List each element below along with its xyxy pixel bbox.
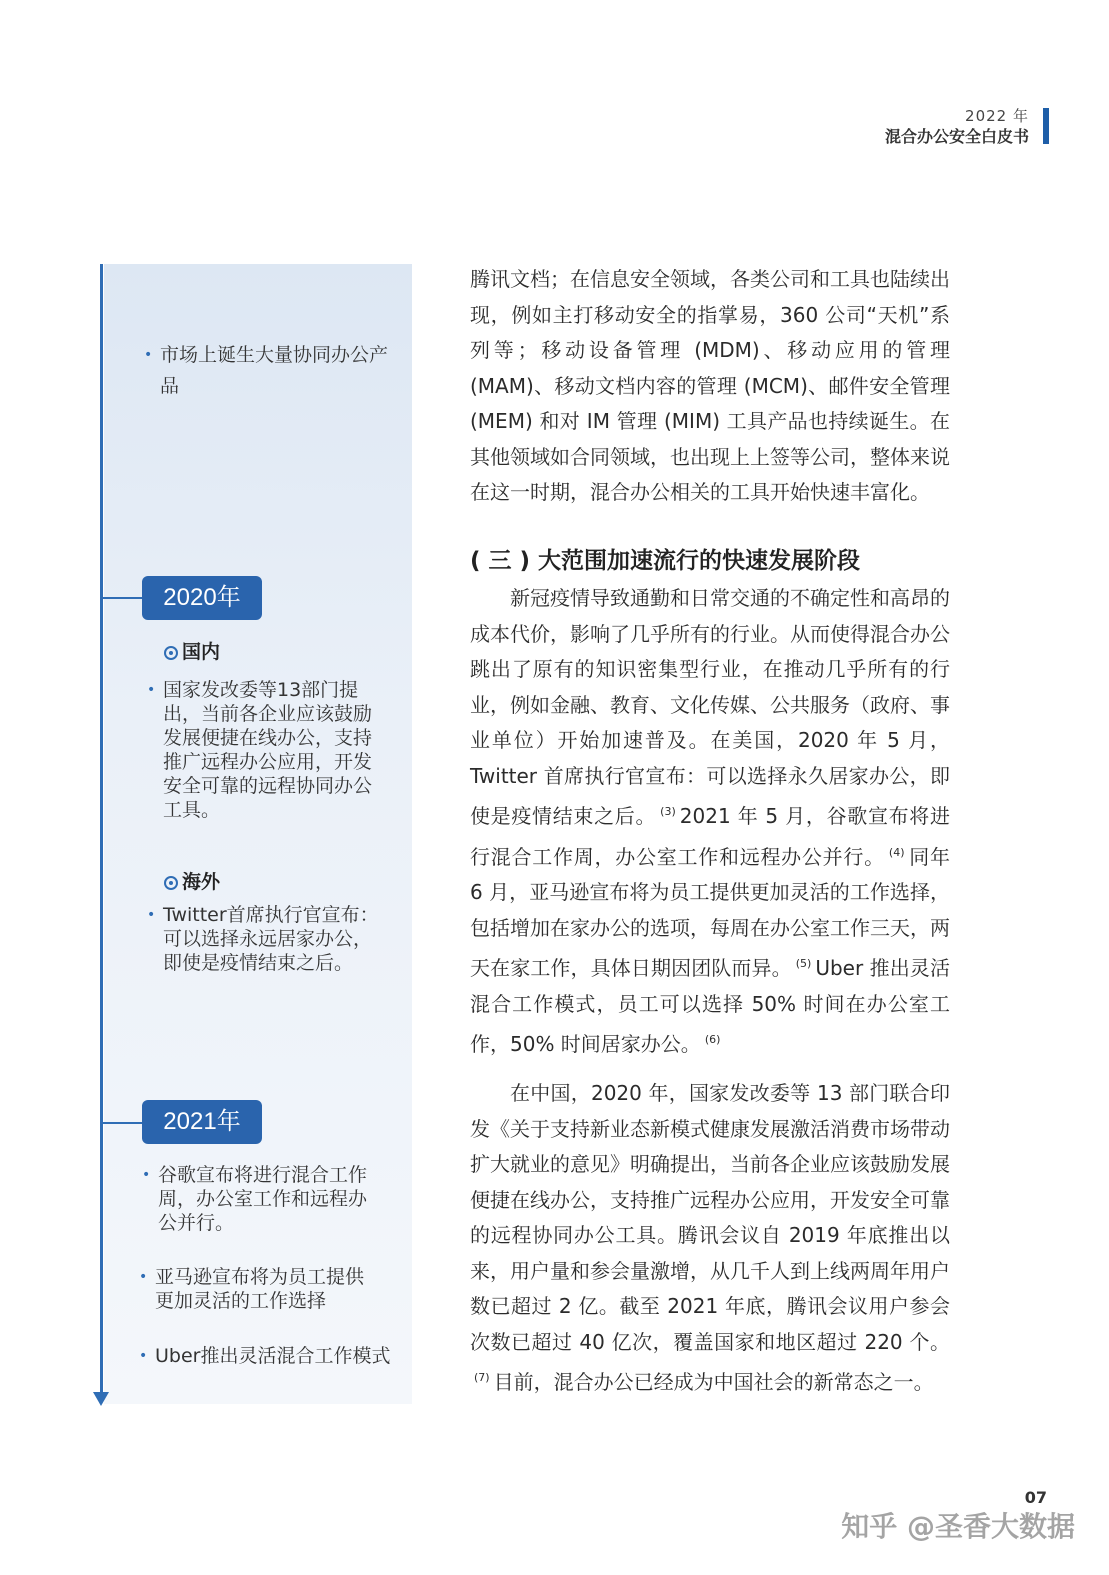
bullet-icon: • xyxy=(144,347,153,363)
timeline-item-text: 谷歌宣布将进行混合工作周，办公室工作和远程办公并行。 xyxy=(158,1164,368,1234)
location-pin-icon xyxy=(164,876,178,890)
body-paragraph xyxy=(470,581,950,1063)
timeline-connector-2021 xyxy=(101,1122,143,1124)
body-paragraph xyxy=(470,1076,950,1401)
para3-part-b: 目前，混合办公已经成为中国社会的新常态之一。 xyxy=(493,1370,934,1394)
timeline-intro-item xyxy=(144,340,389,402)
main-paragraph-3 xyxy=(470,1076,950,1401)
timeline-item-2020-domestic xyxy=(147,678,385,822)
timeline-item-text: Uber推出灵活混合工作模式 xyxy=(155,1345,391,1367)
body-paragraph: 腾讯文档；在信息安全领域，各类公司和工具也陆续出现，例如主打移动安全的指掌易，360 公司“天机”系列等；移动设备管理 (MDM)、移动应用的管理 (MAM)、移动文档内容的管理 (MCM)、邮件安全管理 (MEM) 和对 IM 管理 (MIM) 工具产品也持续诞生。在其他领域如合同领域，也出现上上签等公司，整体来说在这一时期，混合办公相关的工具开始快速丰富化。 xyxy=(470,267,950,504)
footnote-ref: (5) xyxy=(795,957,812,970)
region-domestic xyxy=(164,640,220,664)
footnote-ref: (7) xyxy=(474,1371,490,1384)
bullet-icon: • xyxy=(142,1167,151,1183)
para2-part-c: 同年 6 月，亚马逊宣布将为员工提供更加灵活的工作选择，包括增加在家办公的选项，每周在办公室工作三天，两天在家工作，具体日期因团队而异。 xyxy=(470,844,951,980)
bullet-icon: • xyxy=(147,907,156,923)
timeline-item-text: Twitter首席执行官宣布：可以选择永远居家办公，即使是疫情结束之后。 xyxy=(163,904,379,974)
timeline-intro-text: 市场上诞生大量协同办公产品 xyxy=(160,344,389,397)
section-heading-text: ( 三 ) 大范围加速流行的快速发展阶段 xyxy=(470,548,861,574)
timeline-arrow-icon xyxy=(93,1392,109,1406)
timeline-item-text: 亚马逊宣布将为员工提供更加灵活的工作选择 xyxy=(155,1266,365,1312)
footnote-ref: (4) xyxy=(888,845,905,859)
section-heading xyxy=(470,544,950,578)
timeline-item-2021-amazon xyxy=(139,1265,370,1313)
para2-part-b: 2021 年 5 月，谷歌宣布将进行混合工作周，办公室工作和远程办公并行。 xyxy=(470,804,950,869)
bullet-icon: • xyxy=(139,1269,148,1285)
year-badge-2020: 2020年 xyxy=(142,576,262,620)
document-header xyxy=(885,106,1029,148)
year-badge-2021: 2021年 xyxy=(142,1100,262,1144)
header-accent-bar xyxy=(1043,108,1049,144)
header-title: 混合办公安全白皮书 xyxy=(884,127,1029,146)
region-overseas-label: 海外 xyxy=(182,871,221,893)
para3-part-a: 在中国，2020 年，国家发改委等 13 部门联合印发《关于支持新业态新模式健康发展激活消费市场带动扩大就业的意见》明确提出，当前各企业应该鼓励发展便捷在线办公，支持推广远程办公应用，开发安全可靠的远程协同办公工具。腾讯会议自 2019 年底推出以来，用户量和参会量激增，从几千人到上线两周年用户数已超过 2 亿。截至 2021 年底，腾讯会议用户参会次数已超过 40 亿次，覆盖国家和地区超过 220 个。 xyxy=(470,1081,950,1354)
watermark: 知乎 @圣香大数据 xyxy=(841,1510,1075,1543)
footnote-ref: (6) xyxy=(704,1033,721,1046)
timeline-item-text: 国家发改委等13部门提出，当前各企业应该鼓励发展便捷在线办公，支持推广远程办公应用，开发安全可靠的远程协同办公工具。 xyxy=(163,679,373,821)
region-overseas xyxy=(164,870,220,894)
timeline-item-2021-google xyxy=(142,1163,380,1235)
timeline-item-2020-overseas xyxy=(147,903,388,975)
main-paragraph-1 xyxy=(470,262,950,511)
timeline-item-2021-uber xyxy=(139,1344,405,1368)
main-paragraph-2 xyxy=(470,581,950,1063)
header-year: 2022 年 xyxy=(965,107,1029,125)
region-domestic-label: 国内 xyxy=(182,641,221,663)
location-pin-icon xyxy=(164,646,178,660)
bullet-icon: • xyxy=(147,682,156,698)
page-number: 07 xyxy=(1024,1488,1047,1507)
timeline-line xyxy=(100,264,103,1394)
footnote-ref: (3) xyxy=(660,805,676,818)
para2-part-a: 新冠疫情导致通勤和日常交通的不确定性和高昂的成本代价，影响了几乎所有的行业。从而使得混合办公跳出了原有的知识密集型行业，在推动几乎所有的行业，例如金融、教育、文化传媒、公共服务（政府、事业单位）开始加速普及。在美国，2020 年 5 月，Twitter 首席执行官宣布：可以选择永久居家办公，即使是疫情结束之后。 xyxy=(470,586,950,828)
para2-part-d: Uber 推出灵活混合工作模式，员工可以选择 50% 时间在办公室工作，50% 时间居家办公。 xyxy=(470,956,950,1056)
timeline-connector-2020 xyxy=(101,597,143,599)
bullet-icon: • xyxy=(139,1348,148,1364)
